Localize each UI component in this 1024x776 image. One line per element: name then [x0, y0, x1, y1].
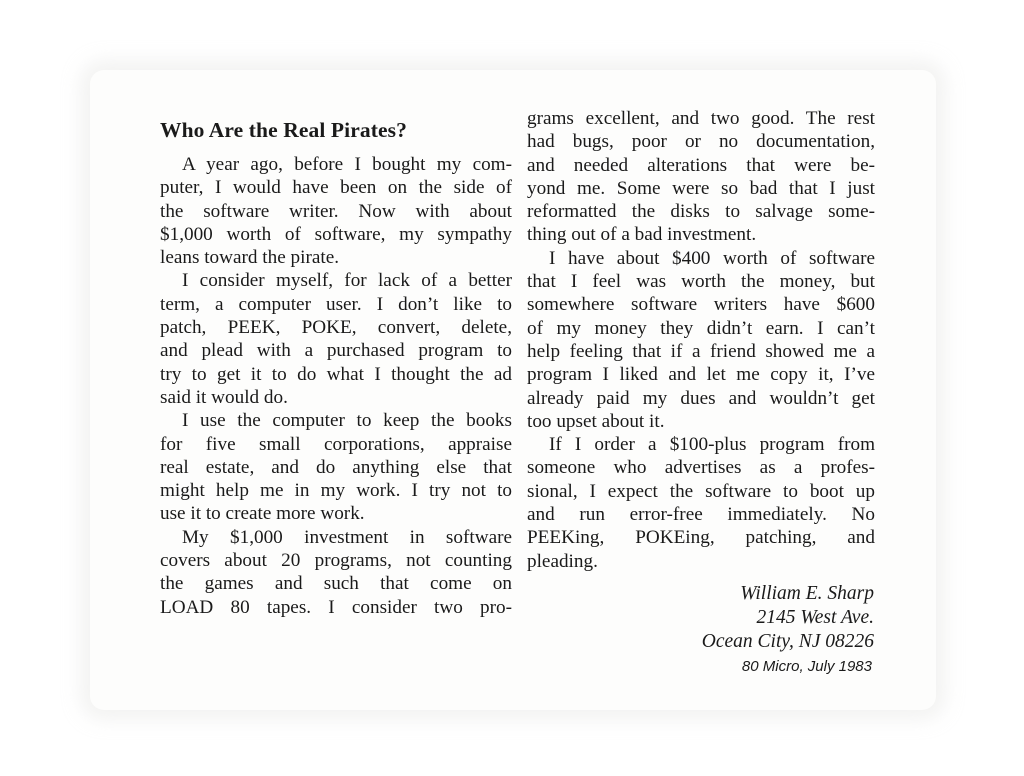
text-line: and needed alterations that were be- — [527, 154, 875, 176]
text-line: too upset about it. — [527, 410, 665, 432]
text-line: grams excellent, and two good. The rest — [527, 108, 875, 129]
text-line: real estate, and do anything else that — [160, 456, 512, 478]
text-line: program I liked and let me copy it, I’ve — [527, 364, 875, 386]
signature-name: William E. Sharp — [740, 583, 874, 604]
text-line: I consider myself, for lack of a better — [182, 270, 512, 292]
article-title: Who Are the Real Pirates? — [160, 118, 407, 142]
text-line: term, a computer user. I don’t like to — [160, 293, 512, 315]
text-line: someone who advertises as a profes- — [527, 457, 875, 479]
text-line: had bugs, poor or no documentation, — [527, 131, 875, 153]
text-line: PEEKing, POKEing, patching, and — [527, 527, 875, 549]
text-line: and run error-free immediately. No — [527, 504, 875, 526]
text-line: pleading. — [527, 550, 598, 572]
right-column — [527, 107, 875, 573]
text-line: My $1,000 investment in software — [182, 526, 512, 548]
text-line: the games and such that come on — [160, 573, 512, 595]
text-line: use it to create more work. — [160, 503, 365, 525]
text-line: thing out of a bad investment. — [527, 224, 757, 246]
text-line: I use the computer to keep the books — [182, 410, 512, 432]
text-line: for five small corporations, appraise — [160, 433, 512, 455]
text-line: somewhere software writers have $600 — [527, 294, 875, 316]
text-line: I have about $400 worth of software — [549, 247, 875, 269]
text-line: $1,000 worth of software, my sympathy — [160, 223, 512, 245]
text-line: covers about 20 programs, not counting — [160, 550, 512, 572]
text-line: might help me in my work. I try not to — [160, 480, 512, 502]
text-line: If I order a $100-plus program from — [549, 434, 875, 456]
text-line: try to get it to do what I thought the ad — [160, 363, 512, 385]
signature-block — [702, 582, 874, 654]
text-line: that I feel was worth the money, but — [527, 271, 875, 293]
text-line: already paid my dues and wouldn’t get — [527, 387, 875, 409]
text-line: patch, PEEK, POKE, convert, delete, — [160, 317, 512, 339]
signature-street: 2145 West Ave. — [756, 607, 874, 628]
text-line: A year ago, before I bought my com- — [182, 154, 512, 175]
text-line: sional, I expect the software to boot up — [527, 480, 875, 502]
source-citation: 80 Micro, July 1983 — [741, 658, 872, 675]
text-line: reformatted the disks to salvage some- — [527, 201, 875, 223]
text-line: yond me. Some were so bad that I just — [527, 177, 875, 199]
text-line: puter, I would have been on the side of — [160, 177, 512, 199]
left-column — [160, 153, 512, 619]
signature-city: Ocean City, NJ 08226 — [701, 631, 874, 652]
text-line: leans toward the pirate. — [160, 247, 340, 269]
text-line: the software writer. Now with about — [160, 200, 512, 222]
text-line: of my money they didn’t earn. I can’t — [527, 317, 875, 339]
text-line: help feeling that if a friend showed me a — [527, 340, 875, 362]
text-line: and plead with a purchased program to — [160, 340, 512, 362]
text-line: LOAD 80 tapes. I consider two pro- — [160, 596, 512, 618]
text-line: said it would do. — [160, 386, 288, 408]
